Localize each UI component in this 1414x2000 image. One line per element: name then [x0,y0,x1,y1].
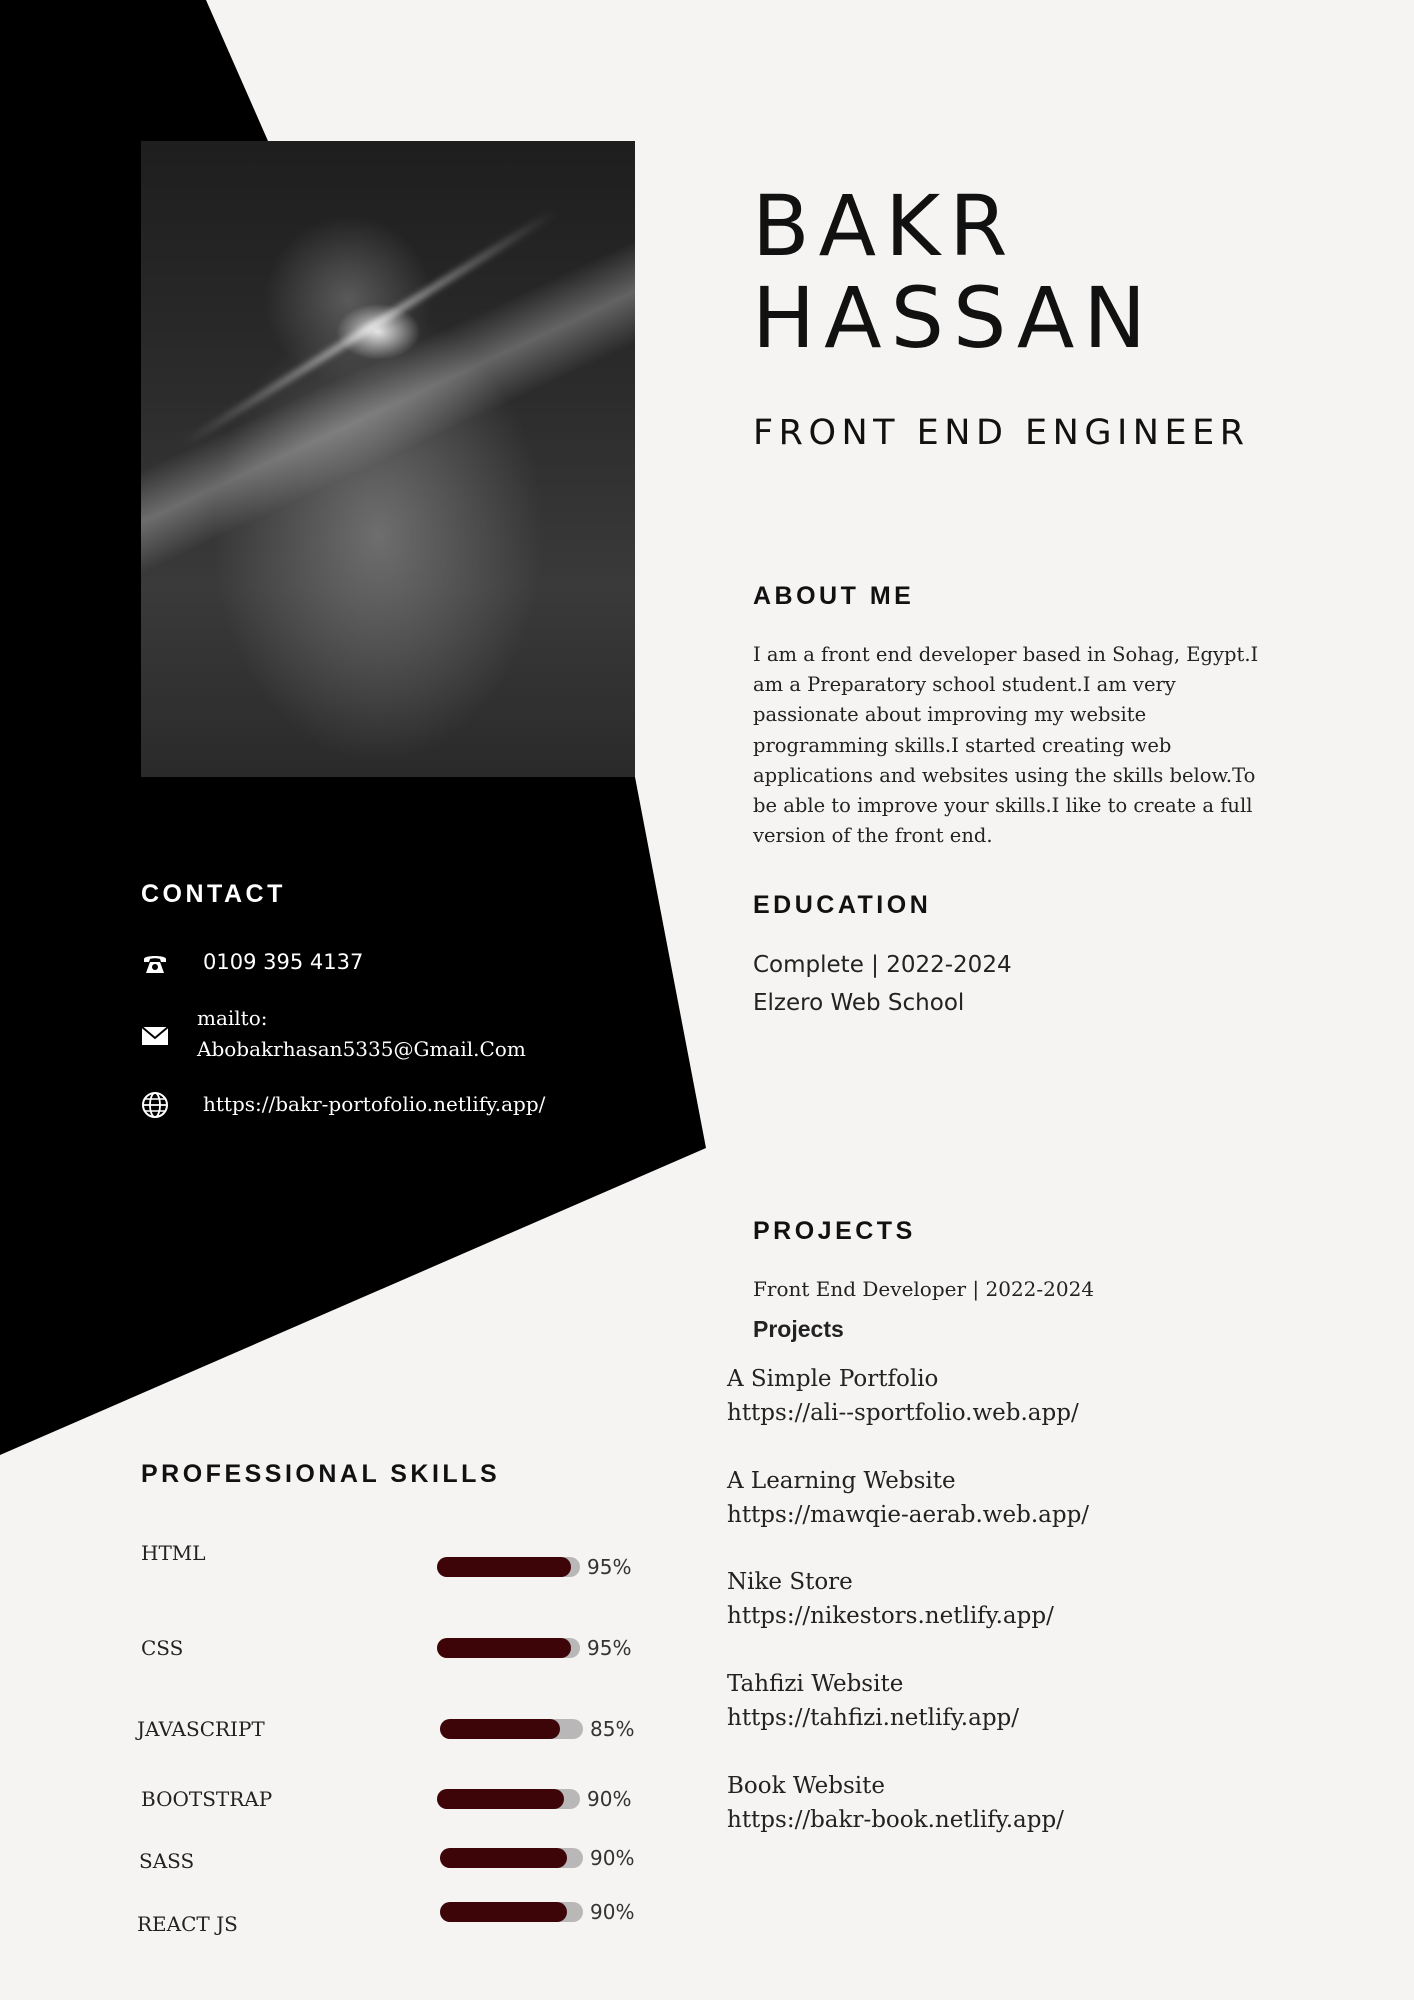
skill-pct-sass: 90% [590,1846,635,1870]
projects-heading: PROJECTS [753,1217,916,1245]
skill-bar-html [437,1557,580,1577]
projects-role: Front End Developer | 2022-2024 [753,1277,1095,1301]
mail-icon [141,1022,169,1050]
project-item [727,1565,1054,1633]
skill-name-html: HTML [141,1541,206,1565]
skill-pct-html: 95% [587,1555,632,1579]
contact-heading: CONTACT [141,880,286,908]
education-status: Complete | 2022-2024 [753,952,1012,978]
skill-name-css: CSS [141,1636,184,1660]
skill-name-react: REACT JS [137,1912,238,1936]
project-url[interactable]: https://ali--sportfolio.web.app/ [727,1400,1079,1426]
about-heading: ABOUT ME [753,582,915,610]
phone-icon [141,950,169,978]
projects-subheading: Projects [753,1316,844,1342]
project-name: A Learning Website [727,1468,956,1494]
skill-name-javascript: JAVASCRIPT [137,1717,265,1741]
first-name: BAKR [752,177,1017,275]
email-address[interactable]: Abobakrhasan5335@Gmail.Com [197,1037,526,1061]
education-school: Elzero Web School [753,990,965,1016]
project-name: Nike Store [727,1569,853,1595]
email-prefix: mailto: [197,1006,268,1030]
globe-icon [141,1091,169,1119]
project-url[interactable]: https://bakr-book.netlify.app/ [727,1807,1064,1833]
last-name: HASSAN [752,269,1156,367]
education-heading: EDUCATION [753,891,932,919]
skill-pct-css: 95% [587,1636,632,1660]
project-url[interactable]: https://nikestors.netlify.app/ [727,1603,1054,1629]
project-url[interactable]: https://mawqie-aerab.web.app/ [727,1502,1090,1528]
contact-email[interactable] [197,1003,526,1065]
project-item [727,1769,1064,1837]
skill-name-sass: SASS [139,1849,195,1873]
contact-website[interactable]: https://bakr-portofolio.netlify.app/ [203,1092,546,1116]
project-item [727,1667,1019,1735]
full-name [752,177,1156,367]
skill-pct-javascript: 85% [590,1717,635,1741]
skill-bar-sass [440,1848,583,1868]
skill-bar-react [440,1902,583,1922]
profile-photo [141,141,635,777]
job-title: FRONT END ENGINEER [753,413,1250,453]
project-name: Tahfizi Website [727,1671,904,1697]
skills-heading: PROFESSIONAL SKILLS [141,1460,501,1488]
project-name: Book Website [727,1773,885,1799]
skill-bar-javascript [440,1719,583,1739]
skill-pct-bootstrap: 90% [587,1787,632,1811]
skill-name-bootstrap: BOOTSTRAP [141,1787,273,1811]
about-text: I am a front end developer based in Sohag, Egypt.I am a Preparatory school student.I am very passionate about improving my website programming skills.I started creating web applications and websites using the skills below.To be able to improve your skills.I like to create a full version of the front end. [753,643,1259,848]
project-item [727,1362,1079,1430]
project-item [727,1464,1089,1532]
contact-phone[interactable]: 0109 395 4137 [203,950,364,974]
skill-pct-react: 90% [590,1900,635,1924]
skill-bar-bootstrap [437,1789,580,1809]
project-url[interactable]: https://tahfizi.netlify.app/ [727,1705,1020,1731]
skill-bar-css [437,1638,580,1658]
project-name: A Simple Portfolio [727,1366,939,1392]
